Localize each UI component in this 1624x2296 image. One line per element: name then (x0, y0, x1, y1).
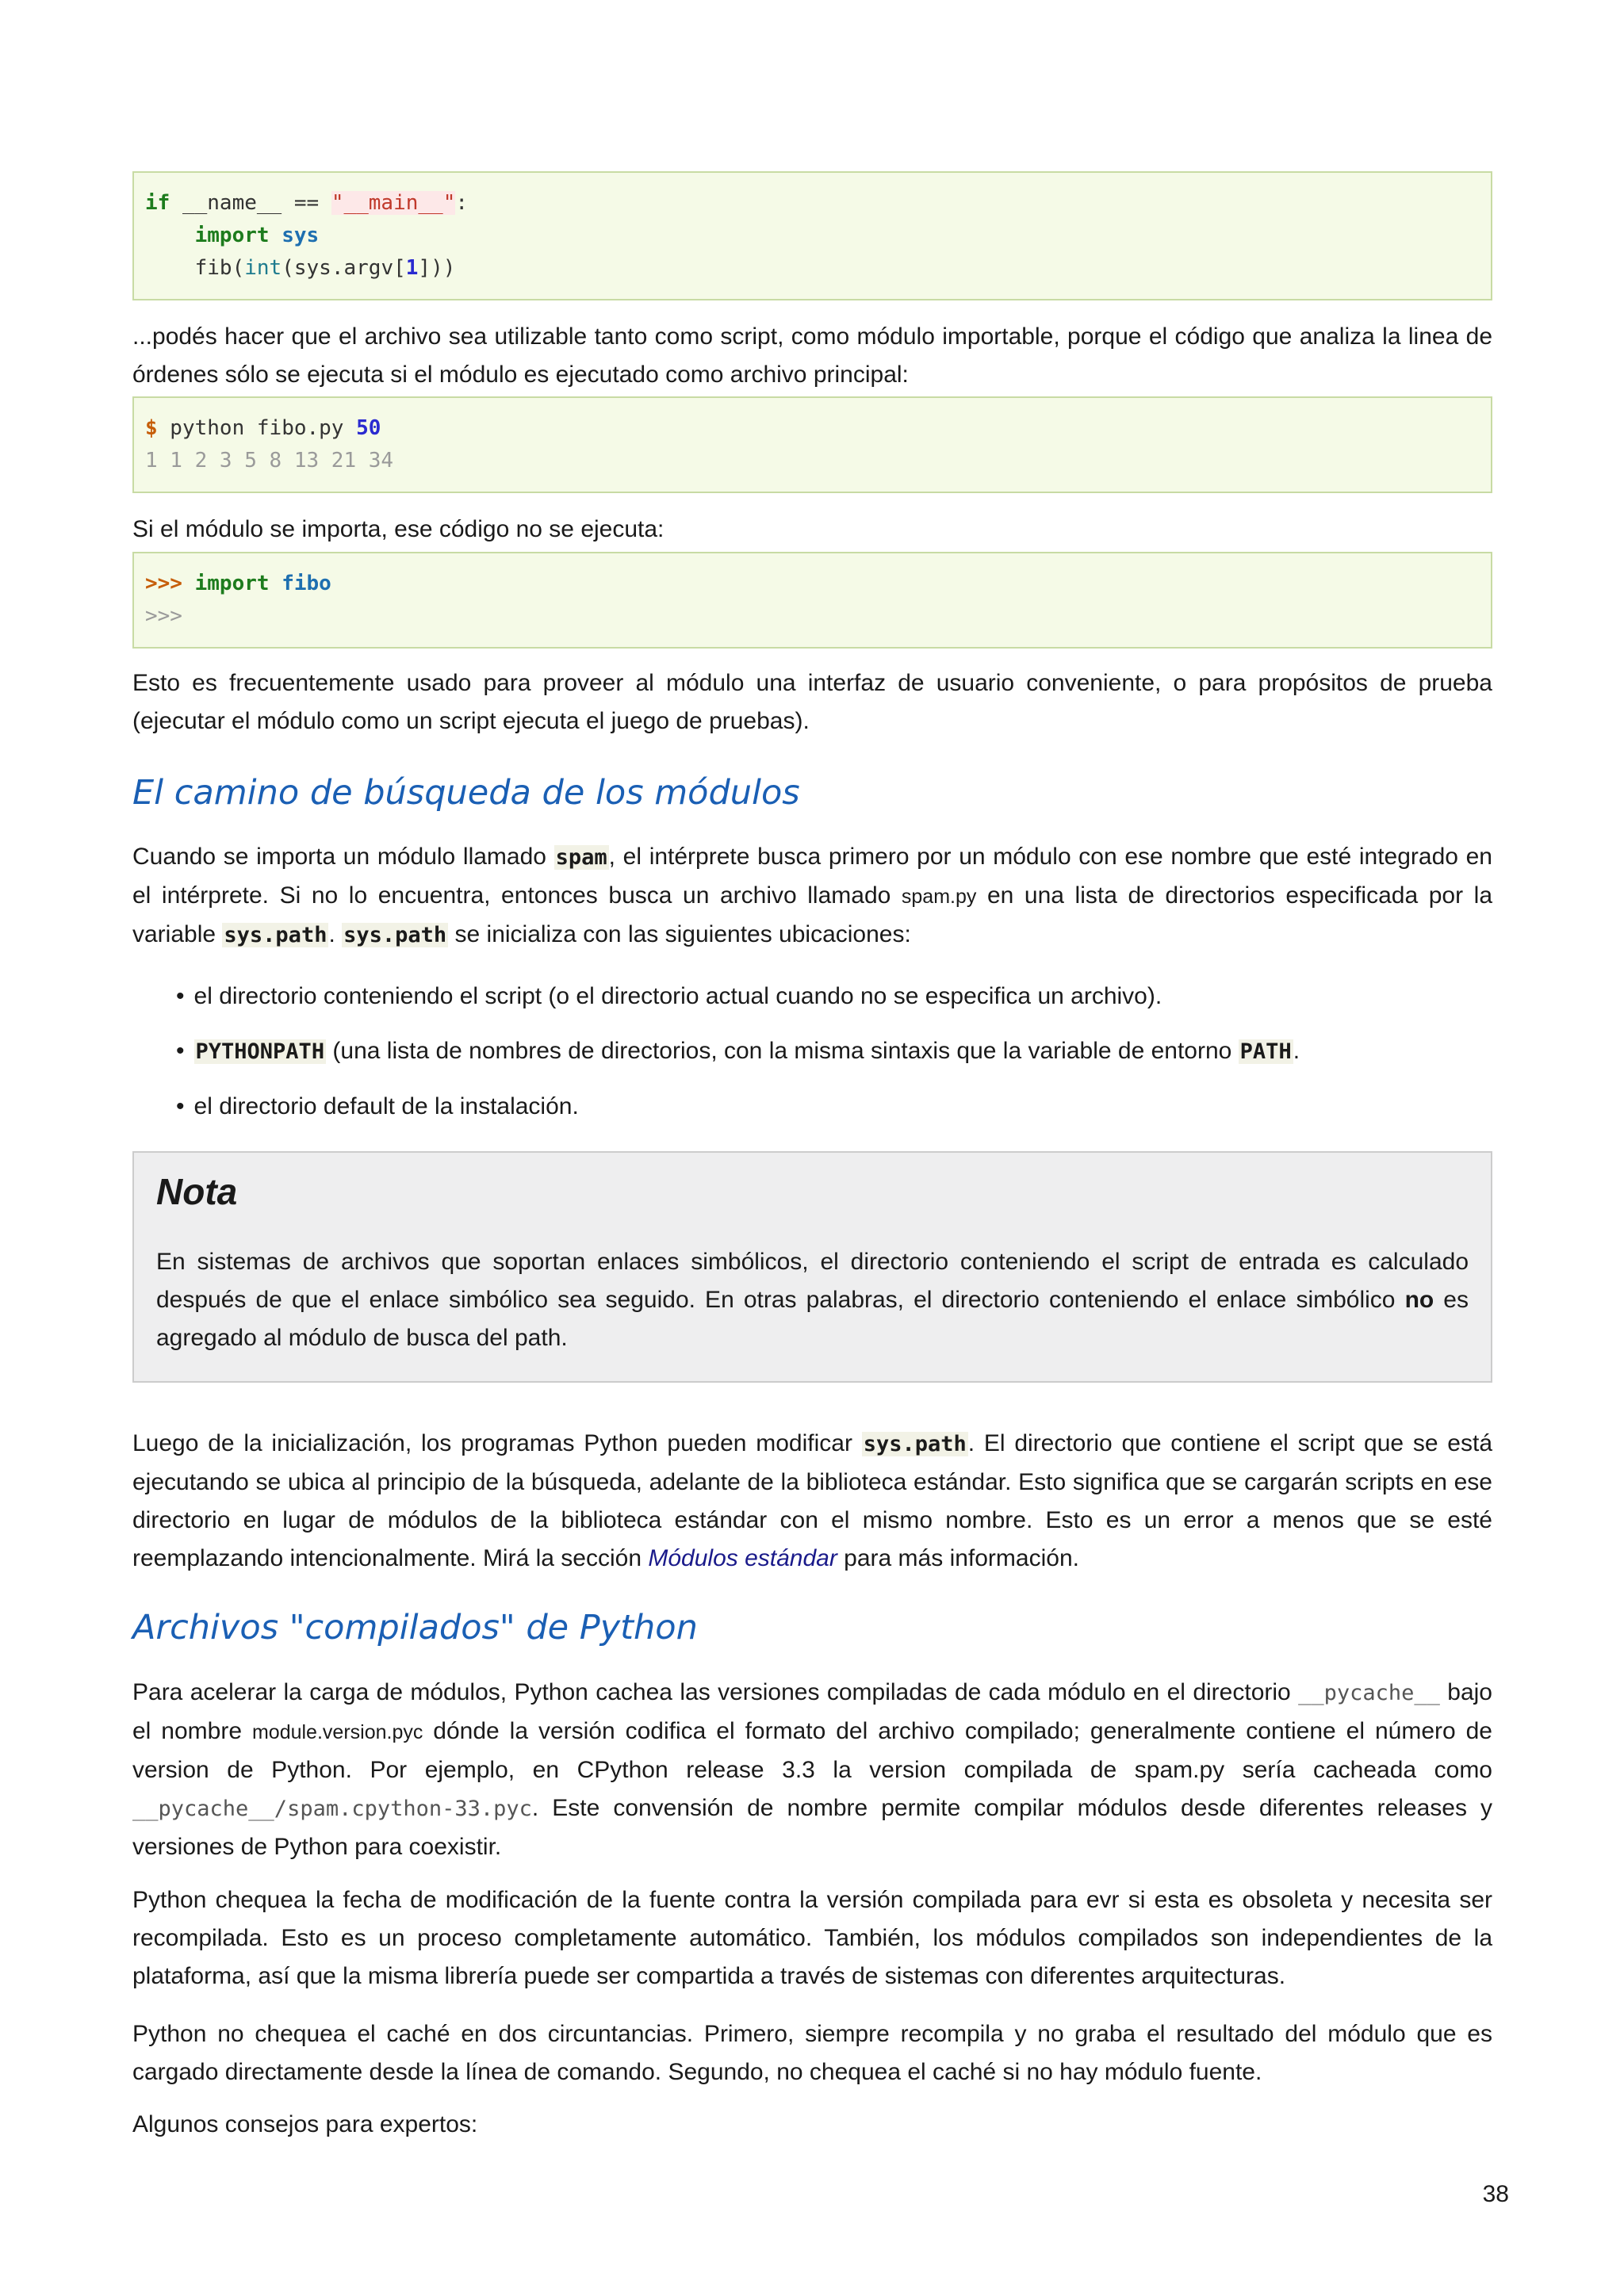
code-module: sys (282, 224, 320, 247)
code-block-main-guard (132, 171, 1492, 300)
inline-code: PATH (1239, 1039, 1292, 1064)
code-string: "__main__" (331, 191, 456, 215)
code-builtin: int (244, 256, 282, 280)
list-item: • el directorio default de la instalación. (176, 1088, 1492, 1126)
page-number: 38 (1482, 2181, 1509, 2207)
list-item: • el directorio conteniendo el script (o el directorio actual cuando no se especifica un archivo). (176, 978, 1492, 1016)
inline-code: __pycache__ (1298, 1681, 1440, 1705)
inline-code: sys.path (343, 923, 447, 947)
code-text: (sys.argv[ (282, 256, 406, 280)
inline-code: sys.path (863, 1432, 967, 1456)
code-text: python fibo.py (157, 416, 357, 440)
list-item: • PYTHONPATH (una lista de nombres de directorios, con la misma sintaxis que la variable de entorno PATH. (176, 1032, 1492, 1071)
paragraph-import-note: Si el módulo se importa, ese código no se ejecuta: (132, 516, 665, 542)
inline-filename: module.version.pyc (251, 1721, 423, 1743)
inline-code: PYTHONPATH (195, 1039, 325, 1064)
inline-code: __pycache__/spam.cpython-33.pyc (132, 1797, 532, 1821)
code-block-import (132, 552, 1492, 649)
paragraph-expert-tips: Algunos consejos para expertos: (132, 2111, 478, 2137)
code-keyword: import (194, 224, 270, 247)
note-title: Nota (156, 1171, 238, 1212)
inline-code: sys.path (224, 923, 327, 947)
paragraph-search-path: Cuando se importa un módulo llamado spam, el intérprete busca primero por un módulo con ese nombre que esté integrado en el intérprete. Si no lo encuentra, entonces busca un archivo llamado spam.py en una lista de directorios especificada por la variable sys.path. sys.path se inicializa con las siguientes ubicaciones: (132, 844, 1493, 947)
section-heading-search-path: El camino de búsqueda de los módulos (132, 773, 800, 813)
code-text: ])) (418, 256, 456, 280)
repl-prompt: >>> (145, 604, 182, 628)
code-block-shell (132, 396, 1492, 493)
code-text: : (455, 191, 469, 215)
code-text: __name__ == (170, 191, 331, 215)
code-keyword: if (145, 191, 170, 215)
paragraph-recompile: Python chequea la fecha de modificación de la fuente contra la versión compilada para evr si esta es obsoleta y necesita ser recompilada. Esto es un proceso completamente automático. También, los módulos compilados son independientes de la plataforma, así que la misma librería puede ser compartida a través de sistemas con diferentes arquitecturas. (132, 1887, 1492, 1989)
code-keyword: import (194, 572, 270, 595)
code-number: 50 (356, 416, 381, 440)
code-text: fib( (194, 256, 245, 280)
note-text: En sistemas de archivos que soportan enlaces simbólicos, el directorio conteniendo el script de entrada es calculado después de que el enlace simbólico sea seguido. En otras palabras, el directorio conteniendo el enlace simbólico no es agregado al módulo de busca del path. (156, 1249, 1469, 1351)
paragraph-pycache: Para acelerar la carga de módulos, Python cachea las versiones compiladas de cada módulo en el directorio __pycache__ bajo el nombre module.version.pyc dónde la versión codifica el formato del archivo compilado; generalmente contiene el número de version de Python. Por ejemplo, en CPython release 3.3 la version compilada de spam.py sería cacheada como __pycache__/spam.cpython-33.pyc. Este convensión de nombre permite compilar módulos desde diferentes releases y versiones de Python para coexistir. (132, 1679, 1492, 1860)
paragraph-cache-cases: Python no chequea el caché en dos circuntancias. Primero, siempre recompila y no graba el resultado del módulo que es cargado directamente desde la línea de comando. Segundo, no chequea el caché si no hay módulo fuente. (132, 2021, 1492, 2085)
code-number: 1 (405, 256, 419, 280)
search-path-list (176, 978, 1492, 1142)
inline-filename: spam.py (901, 886, 977, 908)
shell-prompt: $ (145, 416, 158, 440)
inline-code: spam (555, 845, 607, 870)
code-output: 1 1 2 3 5 8 13 21 34 (145, 449, 394, 473)
link-standard-modules[interactable]: Módulos estándar (648, 1545, 837, 1571)
paragraph-sys-path-modify: Luego de la inicialización, los programas Python pueden modificar sys.path. El directorio que contiene el script que se está ejecutando se ubica al principio de la búsqueda, adelante de la biblioteca estándar. Esto significa que se cargarán scripts en ese directorio en lugar de módulos de la biblioteca estándar con el mismo nombre. Esto es un error a menos que se esté reemplazando intencionalmente. Mirá la sección Módulos estándar para más información. (132, 1430, 1492, 1571)
paragraph-script-usage: ...podés hacer que el archivo sea utilizable tanto como script, como módulo importable, porque el código que analiza la linea de órdenes sólo se ejecuta si el módulo es ejecutado como archivo principal: (132, 323, 1492, 388)
note-box (132, 1151, 1492, 1383)
paragraph-testing: Esto es frecuentemente usado para proveer al módulo una interfaz de usuario conveniente, o para propósitos de prueba (ejecutar el módulo como un script ejecuta el juego de pruebas). (132, 670, 1492, 734)
code-module: fibo (282, 572, 331, 595)
note-bold-word: no (1404, 1287, 1434, 1313)
section-heading-compiled: Archivos "compilados" de Python (132, 1608, 698, 1647)
repl-prompt: >>> (145, 572, 182, 595)
